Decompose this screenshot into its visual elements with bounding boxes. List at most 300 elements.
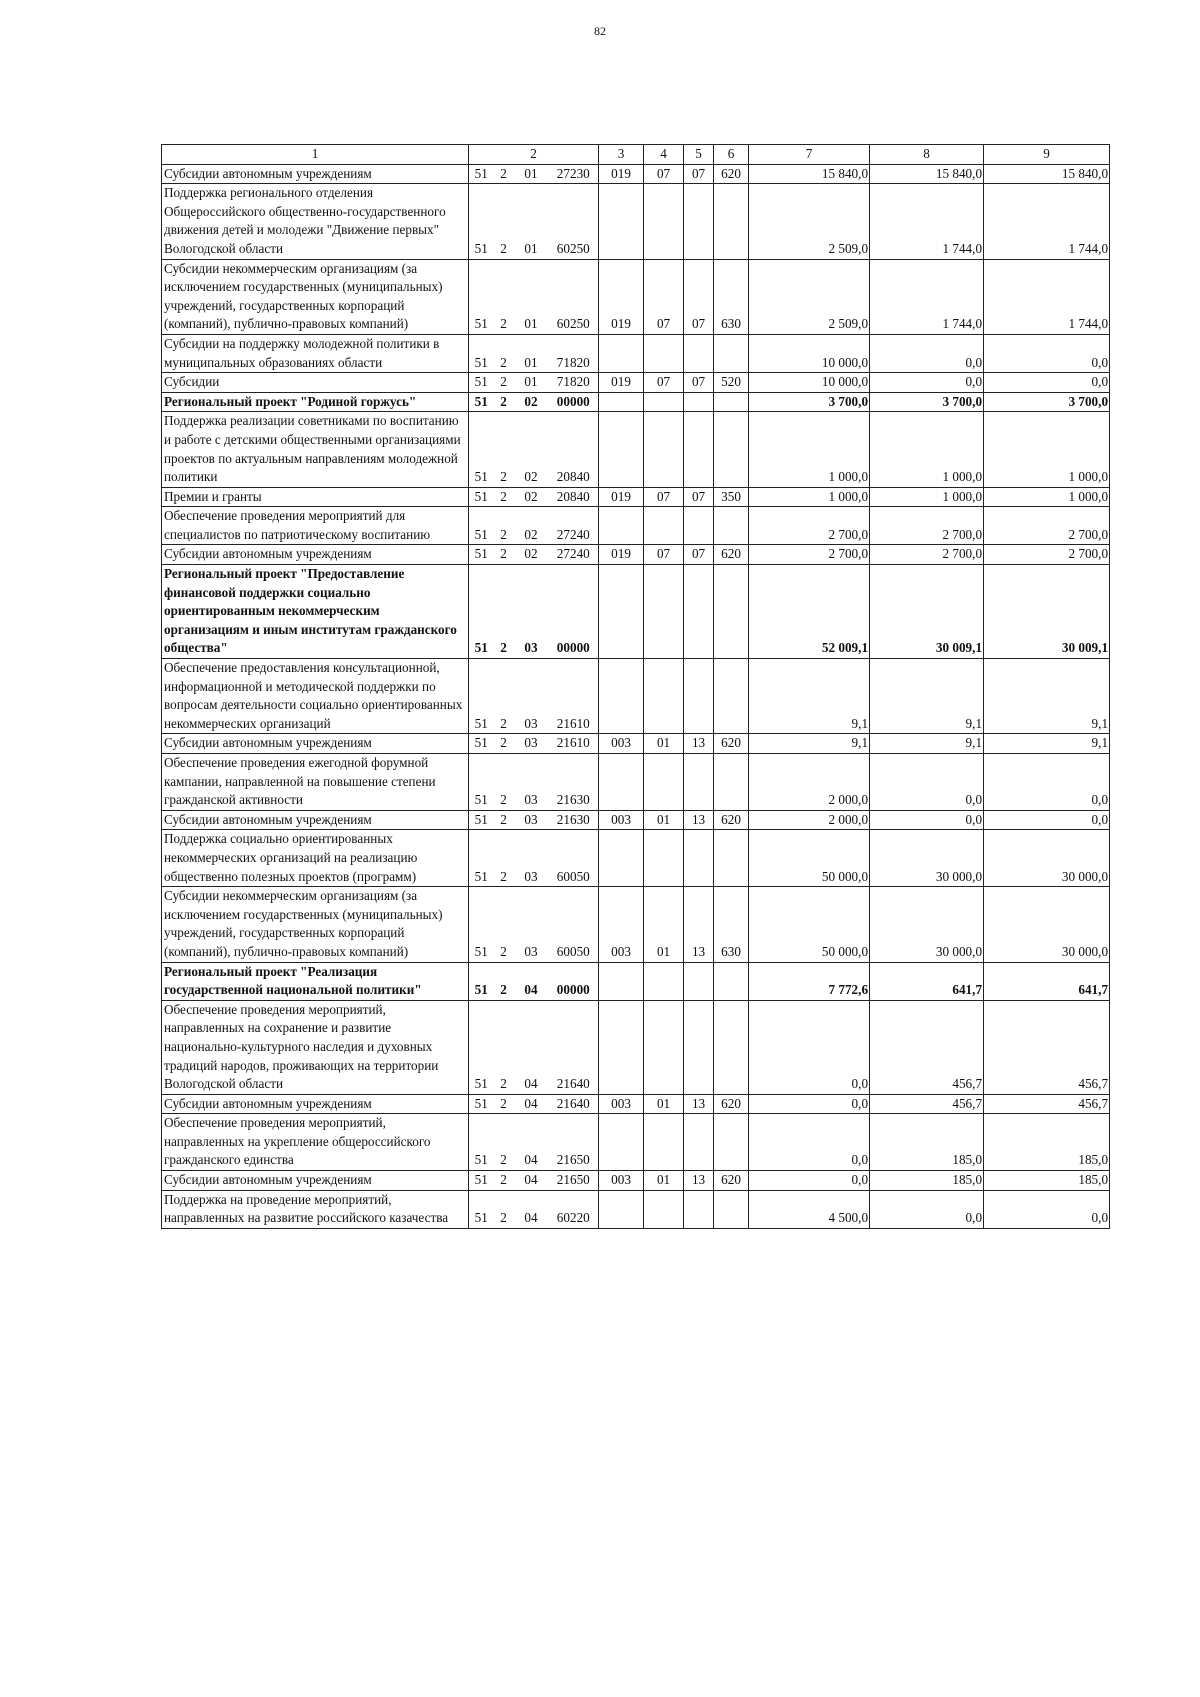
- amount-col-8: 641,7: [870, 962, 984, 1000]
- table-row: [162, 810, 1110, 830]
- header-col-9: 9: [984, 145, 1110, 165]
- table-row: [162, 734, 1110, 754]
- code-col-4: [644, 1190, 684, 1228]
- code-col-3: [599, 1114, 644, 1171]
- amount-col-7: 2 000,0: [749, 810, 870, 830]
- code-col-3: [599, 1190, 644, 1228]
- amount-col-7: 2 509,0: [749, 184, 870, 259]
- amount-col-7: 3 700,0: [749, 392, 870, 412]
- row-description: Субсидии: [162, 373, 469, 393]
- code-part-1: 51: [469, 164, 494, 184]
- row-description: Субсидии автономным учреждениям: [162, 1094, 469, 1114]
- code-part-3: 03: [514, 734, 549, 754]
- code-part-3: 03: [514, 887, 549, 962]
- row-description: Обеспечение проведения мероприятий, направленных на укрепление общероссийского гражданского единства: [162, 1114, 469, 1171]
- code-col-6: [714, 962, 749, 1000]
- code-part-3: 01: [514, 373, 549, 393]
- code-col-5: [684, 1000, 714, 1094]
- table-row: [162, 754, 1110, 811]
- code-part-1: 51: [469, 392, 494, 412]
- code-col-6: 620: [714, 545, 749, 565]
- row-description: Премии и гранты: [162, 487, 469, 507]
- code-col-5: [684, 962, 714, 1000]
- code-col-4: 07: [644, 545, 684, 565]
- code-part-3: 01: [514, 259, 549, 334]
- code-col-5: [684, 184, 714, 259]
- table-row: [162, 1114, 1110, 1171]
- code-col-6: 620: [714, 1094, 749, 1114]
- code-col-3: 019: [599, 545, 644, 565]
- table-row: [162, 887, 1110, 962]
- code-col-5: [684, 334, 714, 372]
- header-col-7: 7: [749, 145, 870, 165]
- code-col-5: [684, 830, 714, 887]
- code-part-2: 2: [494, 887, 514, 962]
- code-col-5: [684, 659, 714, 734]
- code-col-5: 07: [684, 487, 714, 507]
- amount-col-9: 9,1: [984, 659, 1110, 734]
- amount-col-9: 2 700,0: [984, 545, 1110, 565]
- code-col-3: [599, 392, 644, 412]
- code-col-4: [644, 962, 684, 1000]
- code-col-5: 07: [684, 545, 714, 565]
- code-part-2: 2: [494, 507, 514, 545]
- row-description: Субсидии автономным учреждениям: [162, 734, 469, 754]
- code-part-4: 27240: [549, 545, 599, 565]
- code-part-1: 51: [469, 887, 494, 962]
- code-part-3: 04: [514, 1171, 549, 1191]
- amount-col-9: 0,0: [984, 810, 1110, 830]
- row-description: Поддержка регионального отделения Общероссийского общественно-государственного движения детей и молодежи "Движение первых" Вологодской области: [162, 184, 469, 259]
- code-part-2: 2: [494, 659, 514, 734]
- amount-col-7: 9,1: [749, 659, 870, 734]
- amount-col-9: 641,7: [984, 962, 1110, 1000]
- code-col-4: 01: [644, 810, 684, 830]
- code-part-2: 2: [494, 1094, 514, 1114]
- amount-col-7: 2 700,0: [749, 545, 870, 565]
- code-col-6: 620: [714, 1171, 749, 1191]
- code-part-4: 20840: [549, 487, 599, 507]
- code-col-6: 620: [714, 810, 749, 830]
- header-row: [162, 145, 1110, 165]
- code-part-4: 60250: [549, 184, 599, 259]
- code-col-5: [684, 392, 714, 412]
- code-col-4: 07: [644, 487, 684, 507]
- code-part-2: 2: [494, 754, 514, 811]
- code-part-4: 00000: [549, 962, 599, 1000]
- amount-col-8: 30 009,1: [870, 565, 984, 659]
- code-col-4: [644, 830, 684, 887]
- code-col-5: 07: [684, 164, 714, 184]
- code-part-4: 00000: [549, 565, 599, 659]
- row-description: Обеспечение проведения мероприятий, направленных на сохранение и развитие национально-культурного наследия и духовных традиций народов, проживающих на территории Вологодской области: [162, 1000, 469, 1094]
- code-col-5: 13: [684, 734, 714, 754]
- code-part-1: 51: [469, 734, 494, 754]
- table-row: [162, 1190, 1110, 1228]
- code-part-2: 2: [494, 1171, 514, 1191]
- code-part-3: 02: [514, 412, 549, 487]
- row-description: Субсидии на поддержку молодежной политики в муниципальных образованиях области: [162, 334, 469, 372]
- amount-col-7: 1 000,0: [749, 487, 870, 507]
- code-part-3: 01: [514, 334, 549, 372]
- amount-col-8: 2 700,0: [870, 545, 984, 565]
- code-col-6: 520: [714, 373, 749, 393]
- code-col-6: 620: [714, 164, 749, 184]
- code-col-4: 01: [644, 1094, 684, 1114]
- code-part-4: 71820: [549, 334, 599, 372]
- amount-col-7: 4 500,0: [749, 1190, 870, 1228]
- code-col-6: [714, 659, 749, 734]
- amount-col-8: 1 000,0: [870, 487, 984, 507]
- table-row: [162, 184, 1110, 259]
- amount-col-9: 9,1: [984, 734, 1110, 754]
- code-col-4: [644, 184, 684, 259]
- amount-col-9: 1 744,0: [984, 184, 1110, 259]
- code-part-1: 51: [469, 659, 494, 734]
- budget-table: [161, 144, 1110, 1229]
- code-col-5: [684, 565, 714, 659]
- code-part-2: 2: [494, 810, 514, 830]
- code-part-4: 60050: [549, 830, 599, 887]
- code-col-3: 019: [599, 259, 644, 334]
- code-part-1: 51: [469, 259, 494, 334]
- code-part-1: 51: [469, 830, 494, 887]
- code-part-2: 2: [494, 565, 514, 659]
- amount-col-7: 10 000,0: [749, 334, 870, 372]
- amount-col-7: 50 000,0: [749, 830, 870, 887]
- amount-col-9: 0,0: [984, 373, 1110, 393]
- code-part-2: 2: [494, 334, 514, 372]
- code-col-3: 003: [599, 734, 644, 754]
- amount-col-8: 2 700,0: [870, 507, 984, 545]
- code-col-4: [644, 1114, 684, 1171]
- row-description: Субсидии автономным учреждениям: [162, 1171, 469, 1191]
- amount-col-8: 1 744,0: [870, 184, 984, 259]
- code-part-3: 03: [514, 659, 549, 734]
- code-part-4: 27240: [549, 507, 599, 545]
- code-part-3: 02: [514, 392, 549, 412]
- code-part-3: 01: [514, 164, 549, 184]
- code-col-3: [599, 1000, 644, 1094]
- code-col-4: 07: [644, 373, 684, 393]
- code-col-3: [599, 184, 644, 259]
- code-part-1: 51: [469, 1094, 494, 1114]
- table-body: [162, 164, 1110, 1228]
- amount-col-9: 0,0: [984, 334, 1110, 372]
- amount-col-7: 15 840,0: [749, 164, 870, 184]
- code-part-3: 02: [514, 507, 549, 545]
- header-col-8: 8: [870, 145, 984, 165]
- amount-col-8: 0,0: [870, 1190, 984, 1228]
- code-part-1: 51: [469, 754, 494, 811]
- code-col-5: [684, 412, 714, 487]
- code-part-4: 21630: [549, 810, 599, 830]
- code-part-3: 03: [514, 810, 549, 830]
- code-col-6: [714, 1190, 749, 1228]
- amount-col-8: 1 000,0: [870, 412, 984, 487]
- table-row: [162, 487, 1110, 507]
- code-part-3: 03: [514, 565, 549, 659]
- code-part-3: 01: [514, 184, 549, 259]
- budget-table-wrapper: [161, 144, 1109, 1229]
- table-row: [162, 259, 1110, 334]
- code-col-4: [644, 507, 684, 545]
- code-part-4: 21630: [549, 754, 599, 811]
- amount-col-7: 9,1: [749, 734, 870, 754]
- code-part-1: 51: [469, 565, 494, 659]
- code-part-3: 04: [514, 1190, 549, 1228]
- code-part-1: 51: [469, 810, 494, 830]
- code-col-5: [684, 507, 714, 545]
- amount-col-9: 0,0: [984, 754, 1110, 811]
- table-row: [162, 545, 1110, 565]
- code-part-1: 51: [469, 487, 494, 507]
- amount-col-9: 456,7: [984, 1094, 1110, 1114]
- code-col-6: 630: [714, 887, 749, 962]
- code-col-3: [599, 659, 644, 734]
- code-part-2: 2: [494, 1190, 514, 1228]
- amount-col-7: 10 000,0: [749, 373, 870, 393]
- amount-col-9: 185,0: [984, 1114, 1110, 1171]
- code-part-4: 00000: [549, 392, 599, 412]
- amount-col-8: 0,0: [870, 334, 984, 372]
- code-part-2: 2: [494, 487, 514, 507]
- code-part-1: 51: [469, 545, 494, 565]
- code-col-3: 003: [599, 887, 644, 962]
- code-col-3: 003: [599, 1171, 644, 1191]
- code-part-4: 21650: [549, 1114, 599, 1171]
- code-col-4: [644, 1000, 684, 1094]
- amount-col-7: 0,0: [749, 1000, 870, 1094]
- code-part-2: 2: [494, 184, 514, 259]
- code-col-3: [599, 507, 644, 545]
- code-col-3: 003: [599, 1094, 644, 1114]
- amount-col-7: 50 000,0: [749, 887, 870, 962]
- code-col-4: 07: [644, 164, 684, 184]
- row-description: Региональный проект "Предоставление финансовой поддержки социально ориентированным некоммерческим организациям и иным институтам гражданского общества": [162, 565, 469, 659]
- code-col-6: [714, 392, 749, 412]
- row-description: Субсидии автономным учреждениям: [162, 164, 469, 184]
- code-part-1: 51: [469, 373, 494, 393]
- table-row: [162, 1000, 1110, 1094]
- code-part-4: 60050: [549, 887, 599, 962]
- table-row: [162, 412, 1110, 487]
- row-description: Поддержка реализации советниками по воспитанию и работе с детскими общественными организациями проектов по актуальным направлениям молодежной политики: [162, 412, 469, 487]
- code-col-3: 003: [599, 810, 644, 830]
- code-part-1: 51: [469, 962, 494, 1000]
- amount-col-8: 0,0: [870, 754, 984, 811]
- amount-col-7: 2 000,0: [749, 754, 870, 811]
- code-part-3: 03: [514, 754, 549, 811]
- code-part-4: 60250: [549, 259, 599, 334]
- code-col-6: [714, 507, 749, 545]
- row-description: Обеспечение проведения ежегодной форумной кампании, направленной на повышение степени гражданской активности: [162, 754, 469, 811]
- amount-col-7: 2 509,0: [749, 259, 870, 334]
- row-description: Субсидии автономным учреждениям: [162, 545, 469, 565]
- amount-col-7: 0,0: [749, 1094, 870, 1114]
- code-col-5: [684, 1190, 714, 1228]
- amount-col-9: 0,0: [984, 1190, 1110, 1228]
- code-col-4: [644, 565, 684, 659]
- row-description: Субсидии автономным учреждениям: [162, 810, 469, 830]
- code-part-1: 51: [469, 1190, 494, 1228]
- code-part-3: 02: [514, 545, 549, 565]
- code-part-3: 04: [514, 1094, 549, 1114]
- table-row: [162, 507, 1110, 545]
- amount-col-9: 1 000,0: [984, 412, 1110, 487]
- code-col-3: [599, 962, 644, 1000]
- amount-col-8: 1 744,0: [870, 259, 984, 334]
- row-description: Обеспечение предоставления консультационной, информационной и методической поддержки по вопросам деятельности социально ориентированных некоммерческих организаций: [162, 659, 469, 734]
- code-part-2: 2: [494, 412, 514, 487]
- code-col-6: 620: [714, 734, 749, 754]
- amount-col-9: 456,7: [984, 1000, 1110, 1094]
- table-row: [162, 1094, 1110, 1114]
- code-col-5: 13: [684, 1094, 714, 1114]
- amount-col-9: 3 700,0: [984, 392, 1110, 412]
- code-part-4: 71820: [549, 373, 599, 393]
- code-part-1: 51: [469, 1171, 494, 1191]
- code-part-2: 2: [494, 830, 514, 887]
- header-col-2: 2: [469, 145, 599, 165]
- amount-col-8: 185,0: [870, 1114, 984, 1171]
- code-col-5: 07: [684, 259, 714, 334]
- code-col-3: 019: [599, 164, 644, 184]
- code-part-2: 2: [494, 962, 514, 1000]
- amount-col-8: 456,7: [870, 1000, 984, 1094]
- amount-col-8: 0,0: [870, 810, 984, 830]
- code-col-4: [644, 334, 684, 372]
- amount-col-7: 0,0: [749, 1171, 870, 1191]
- code-part-4: 20840: [549, 412, 599, 487]
- header-col-3: 3: [599, 145, 644, 165]
- code-col-4: [644, 412, 684, 487]
- code-part-3: 04: [514, 1114, 549, 1171]
- code-part-4: 27230: [549, 164, 599, 184]
- header-col-1: 1: [162, 145, 469, 165]
- amount-col-8: 185,0: [870, 1171, 984, 1191]
- header-col-4: 4: [644, 145, 684, 165]
- code-part-2: 2: [494, 373, 514, 393]
- code-col-3: [599, 412, 644, 487]
- code-col-3: 019: [599, 373, 644, 393]
- code-col-6: [714, 830, 749, 887]
- code-col-5: [684, 1114, 714, 1171]
- amount-col-7: 2 700,0: [749, 507, 870, 545]
- code-col-5: 13: [684, 1171, 714, 1191]
- code-col-4: [644, 392, 684, 412]
- code-part-3: 04: [514, 1000, 549, 1094]
- amount-col-9: 15 840,0: [984, 164, 1110, 184]
- amount-col-7: 52 009,1: [749, 565, 870, 659]
- code-col-6: [714, 754, 749, 811]
- code-part-3: 02: [514, 487, 549, 507]
- code-part-1: 51: [469, 507, 494, 545]
- code-part-1: 51: [469, 184, 494, 259]
- amount-col-9: 1 744,0: [984, 259, 1110, 334]
- code-col-3: [599, 830, 644, 887]
- code-part-3: 04: [514, 962, 549, 1000]
- amount-col-9: 30 009,1: [984, 565, 1110, 659]
- code-col-6: [714, 334, 749, 372]
- code-col-4: 01: [644, 887, 684, 962]
- code-col-3: [599, 334, 644, 372]
- table-row: [162, 962, 1110, 1000]
- code-part-2: 2: [494, 1114, 514, 1171]
- amount-col-9: 1 000,0: [984, 487, 1110, 507]
- code-part-2: 2: [494, 545, 514, 565]
- code-col-5: 13: [684, 810, 714, 830]
- table-row: [162, 1171, 1110, 1191]
- row-description: Поддержка социально ориентированных некоммерческих организаций на реализацию общественно полезных проектов (программ): [162, 830, 469, 887]
- row-description: Региональный проект "Реализация государственной национальной политики": [162, 962, 469, 1000]
- code-part-4: 21640: [549, 1000, 599, 1094]
- row-description: Субсидии некоммерческим организациям (за исключением государственных (муниципальных) учреждений, государственных корпораций (компаний), публично-правовых компаний): [162, 887, 469, 962]
- code-col-6: 630: [714, 259, 749, 334]
- code-col-5: [684, 754, 714, 811]
- amount-col-9: 30 000,0: [984, 830, 1110, 887]
- table-row: [162, 334, 1110, 372]
- code-col-4: 01: [644, 734, 684, 754]
- header-col-6: 6: [714, 145, 749, 165]
- row-description: Региональный проект "Родиной горжусь": [162, 392, 469, 412]
- amount-col-8: 9,1: [870, 659, 984, 734]
- code-part-2: 2: [494, 164, 514, 184]
- code-col-3: 019: [599, 487, 644, 507]
- amount-col-9: 2 700,0: [984, 507, 1110, 545]
- code-part-2: 2: [494, 1000, 514, 1094]
- code-col-5: 13: [684, 887, 714, 962]
- amount-col-8: 0,0: [870, 373, 984, 393]
- code-col-3: [599, 565, 644, 659]
- amount-col-8: 30 000,0: [870, 887, 984, 962]
- table-row: [162, 392, 1110, 412]
- table-row: [162, 830, 1110, 887]
- table-row: [162, 373, 1110, 393]
- amount-col-9: 185,0: [984, 1171, 1110, 1191]
- code-col-6: [714, 412, 749, 487]
- code-part-1: 51: [469, 1000, 494, 1094]
- code-col-4: [644, 659, 684, 734]
- amount-col-8: 9,1: [870, 734, 984, 754]
- code-part-4: 60220: [549, 1190, 599, 1228]
- page-number: 82: [594, 24, 606, 38]
- code-col-4: 01: [644, 1171, 684, 1191]
- table-row: [162, 164, 1110, 184]
- amount-col-7: 1 000,0: [749, 412, 870, 487]
- amount-col-8: 15 840,0: [870, 164, 984, 184]
- row-description: Поддержка на проведение мероприятий, направленных на развитие российского казачества: [162, 1190, 469, 1228]
- code-part-2: 2: [494, 259, 514, 334]
- row-description: Обеспечение проведения мероприятий для специалистов по патриотическому воспитанию: [162, 507, 469, 545]
- code-part-2: 2: [494, 734, 514, 754]
- code-col-4: [644, 754, 684, 811]
- code-col-6: 350: [714, 487, 749, 507]
- code-part-4: 21610: [549, 734, 599, 754]
- code-col-5: 07: [684, 373, 714, 393]
- code-col-4: 07: [644, 259, 684, 334]
- code-col-6: [714, 565, 749, 659]
- code-part-1: 51: [469, 334, 494, 372]
- amount-col-8: 456,7: [870, 1094, 984, 1114]
- code-col-6: [714, 1000, 749, 1094]
- table-row: [162, 565, 1110, 659]
- code-col-6: [714, 184, 749, 259]
- code-col-3: [599, 754, 644, 811]
- row-description: Субсидии некоммерческим организациям (за исключением государственных (муниципальных) учреждений, государственных корпораций (компаний), публично-правовых компаний): [162, 259, 469, 334]
- amount-col-7: 7 772,6: [749, 962, 870, 1000]
- code-part-1: 51: [469, 1114, 494, 1171]
